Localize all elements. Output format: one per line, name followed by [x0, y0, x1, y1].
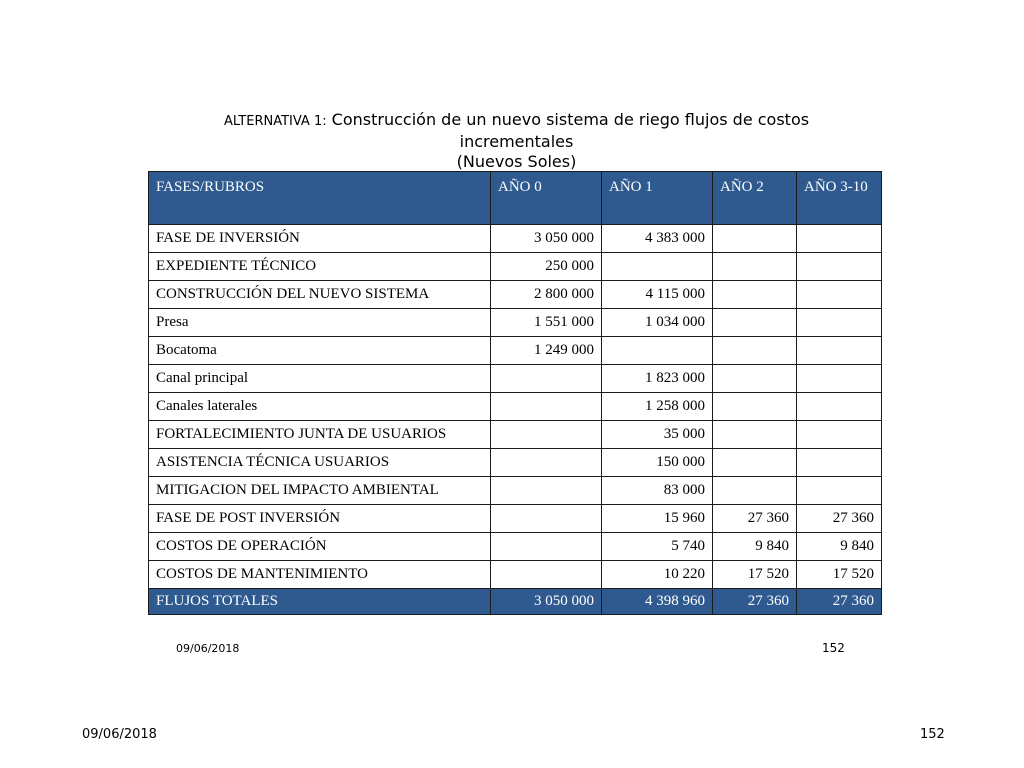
table-row — [149, 421, 882, 449]
row-label: Bocatoma — [149, 337, 491, 365]
row-value — [491, 365, 602, 393]
table-row — [149, 561, 882, 589]
row-value — [713, 393, 797, 421]
row-value: 17 520 — [713, 561, 797, 589]
row-value: 83 000 — [602, 477, 713, 505]
table-row — [149, 393, 882, 421]
row-value: 35 000 — [602, 421, 713, 449]
cost-flows-table — [148, 171, 882, 615]
row-label: FORTALECIMIENTO JUNTA DE USUARIOS — [149, 421, 491, 449]
row-value — [797, 337, 882, 365]
row-value: 3 050 000 — [491, 225, 602, 253]
inner-footer-date: 09/06/2018 — [176, 642, 240, 655]
row-value — [797, 225, 882, 253]
table-row — [149, 225, 882, 253]
row-value: 4 115 000 — [602, 281, 713, 309]
row-value: 10 220 — [602, 561, 713, 589]
row-label: ASISTENCIA TÉCNICA USUARIOS — [149, 449, 491, 477]
header-ano-2: AÑO 2 — [713, 172, 797, 225]
table-row — [149, 337, 882, 365]
total-ano-2: 27 360 — [713, 589, 797, 615]
row-label: Canal principal — [149, 365, 491, 393]
header-ano-0: AÑO 0 — [491, 172, 602, 225]
row-label: Presa — [149, 309, 491, 337]
footer-date: 09/06/2018 — [82, 727, 157, 742]
row-value — [797, 393, 882, 421]
header-ano-3-10: AÑO 3-10 — [797, 172, 882, 225]
row-value — [797, 365, 882, 393]
row-value — [797, 421, 882, 449]
row-value: 1 551 000 — [491, 309, 602, 337]
header-ano-1: AÑO 1 — [602, 172, 713, 225]
row-value — [602, 253, 713, 281]
row-value — [713, 365, 797, 393]
row-label: Canales laterales — [149, 393, 491, 421]
table-row — [149, 505, 882, 533]
row-value: 27 360 — [713, 505, 797, 533]
row-value — [713, 337, 797, 365]
row-value — [713, 225, 797, 253]
row-value: 2 800 000 — [491, 281, 602, 309]
row-value — [491, 393, 602, 421]
row-value — [797, 309, 882, 337]
row-value — [713, 421, 797, 449]
row-value: 1 249 000 — [491, 337, 602, 365]
title-line-2: incrementales — [459, 132, 574, 151]
row-value: 4 383 000 — [602, 225, 713, 253]
row-label: MITIGACION DEL IMPACTO AMBIENTAL — [149, 477, 491, 505]
total-label: FLUJOS TOTALES — [149, 589, 491, 615]
row-value: 27 360 — [797, 505, 882, 533]
row-value — [797, 449, 882, 477]
row-label: COSTOS DE MANTENIMIENTO — [149, 561, 491, 589]
title-line-1: Construcción de un nuevo sistema de riego flujos de costos — [326, 110, 810, 129]
row-value: 15 960 — [602, 505, 713, 533]
total-ano-3-10: 27 360 — [797, 589, 882, 615]
row-value — [797, 477, 882, 505]
row-value: 17 520 — [797, 561, 882, 589]
table-header-row — [149, 172, 882, 225]
row-value — [713, 253, 797, 281]
row-value — [491, 449, 602, 477]
table-total-row — [149, 589, 882, 615]
row-value: 1 034 000 — [602, 309, 713, 337]
row-label: CONSTRUCCIÓN DEL NUEVO SISTEMA — [149, 281, 491, 309]
footer-page-number: 152 — [920, 727, 945, 742]
total-ano-0: 3 050 000 — [491, 589, 602, 615]
row-value: 5 740 — [602, 533, 713, 561]
row-value: 150 000 — [602, 449, 713, 477]
row-value — [491, 421, 602, 449]
row-value — [713, 309, 797, 337]
row-value: 9 840 — [797, 533, 882, 561]
row-value — [491, 561, 602, 589]
inner-footer-page-number: 152 — [822, 641, 845, 655]
row-value — [713, 281, 797, 309]
row-value — [713, 477, 797, 505]
row-value: 1 258 000 — [602, 393, 713, 421]
row-label: COSTOS DE OPERACIÓN — [149, 533, 491, 561]
row-label: FASE DE INVERSIÓN — [149, 225, 491, 253]
title-line-3: (Nuevos Soles) — [456, 152, 577, 171]
total-ano-1: 4 398 960 — [602, 589, 713, 615]
header-fases-rubros: FASES/RUBROS — [149, 172, 491, 225]
row-value: 1 823 000 — [602, 365, 713, 393]
row-label: EXPEDIENTE TÉCNICO — [149, 253, 491, 281]
title-prefix: ALTERNATIVA 1: — [223, 114, 327, 129]
table-row — [149, 253, 882, 281]
row-value — [491, 505, 602, 533]
row-value — [797, 253, 882, 281]
table-row — [149, 365, 882, 393]
row-value: 9 840 — [713, 533, 797, 561]
table-row — [149, 449, 882, 477]
table-row — [149, 477, 882, 505]
row-value — [491, 533, 602, 561]
table-row — [149, 309, 882, 337]
row-label: FASE DE POST INVERSIÓN — [149, 505, 491, 533]
table-row — [149, 281, 882, 309]
row-value — [797, 281, 882, 309]
row-value: 250 000 — [491, 253, 602, 281]
row-value — [491, 477, 602, 505]
slide-title — [150, 110, 883, 172]
row-value — [602, 337, 713, 365]
table-row — [149, 533, 882, 561]
row-value — [713, 449, 797, 477]
